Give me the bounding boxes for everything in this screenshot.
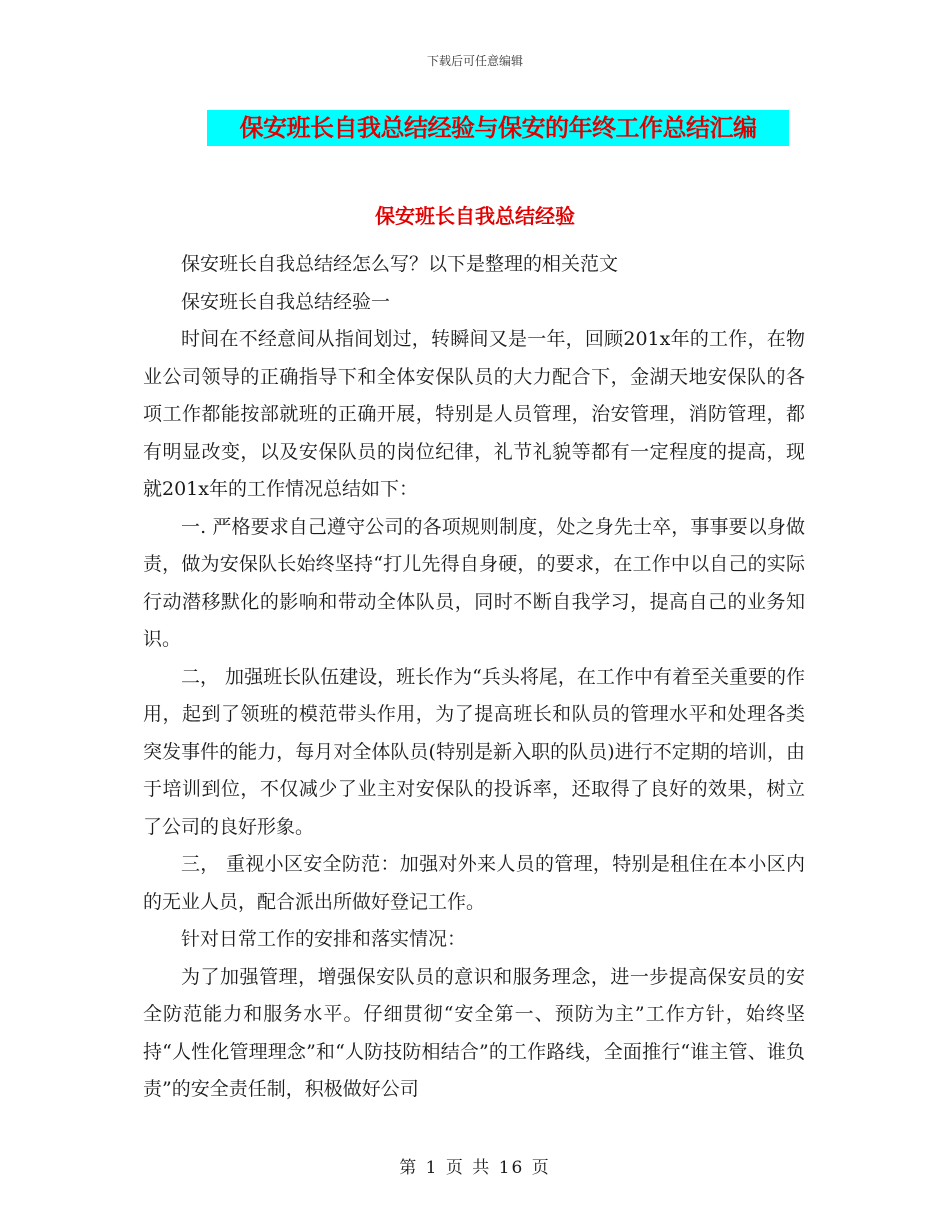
paragraph-point-one: 一. 严格要求自己遵守公司的各项规则制度，处之身先士卒，事事要以身做责，做为安保队长始终坚持“打儿先得自身硬，的要求，在工作中以自己的实际行动潜移默化的影响和带动全体队员，同时不断自我学习，提高自己的业务知识。 xyxy=(143,515,805,650)
paragraph-intro: 保安班长自我总结经怎么写？以下是整理的相关范文 xyxy=(181,253,619,275)
paragraph-point-two: 二， 加强班长队伍建设，班长作为“兵头将尾，在工作中有着至关重要的作用，起到了领班的模范带头作用，为了提高班长和队员的管理水平和处理各类突发事件的能力，每月对全体队员(特别是新入职的队员)进行不定期的培训，由于培训到位，不仅减少了业主对安保队的投诉率，还取得了良好的效果，树立了公司的良好形象。 xyxy=(143,665,805,838)
main-title: 保安班长自我总结经验与保安的年终工作总结汇编 xyxy=(239,114,757,142)
page-number: 第 1 页 共 16 页 xyxy=(399,1158,551,1178)
paragraph-management: 为了加强管理，增强保安队员的意识和服务理念，进一步提高保安员的安全防范能力和服务水平。仔细贯彻“安全第一、预防为主”工作方针，始终坚持“人性化管理理念”和“人防技防相结合”的工作路线，全面推行“谁主管、谁负责”的安全责任制，积极做好公司 xyxy=(143,965,805,1100)
section-title: 保安班长自我总结经验 xyxy=(375,204,575,228)
page-header-note: 下载后可任意编辑 xyxy=(426,54,523,68)
paragraph-point-three: 三， 重视小区安全防范：加强对外来人员的管理，特别是租住在本小区内的无业人员，配合派出所做好登记工作。 xyxy=(143,853,805,913)
document-body xyxy=(143,246,805,1109)
main-title-highlight xyxy=(207,110,789,146)
paragraph-overview: 时间在不经意间从指间划过，转瞬间又是一年，回顾201x年的工作，在物业公司领导的正确指导下和全体安保队员的大力配合下，金湖天地安保队的各项工作都能按部就班的正确开展，特别是人员管理，治安管理，消防管理，都有明显改变，以及安保队员的岗位纪律，礼节礼貌等都有一定程度的提高，现就201x年的工作情况总结如下： xyxy=(143,328,805,500)
paragraph-subheading: 保安班长自我总结经验一 xyxy=(181,290,391,313)
paragraph-daily-work: 针对日常工作的安排和落实情况： xyxy=(181,928,467,950)
